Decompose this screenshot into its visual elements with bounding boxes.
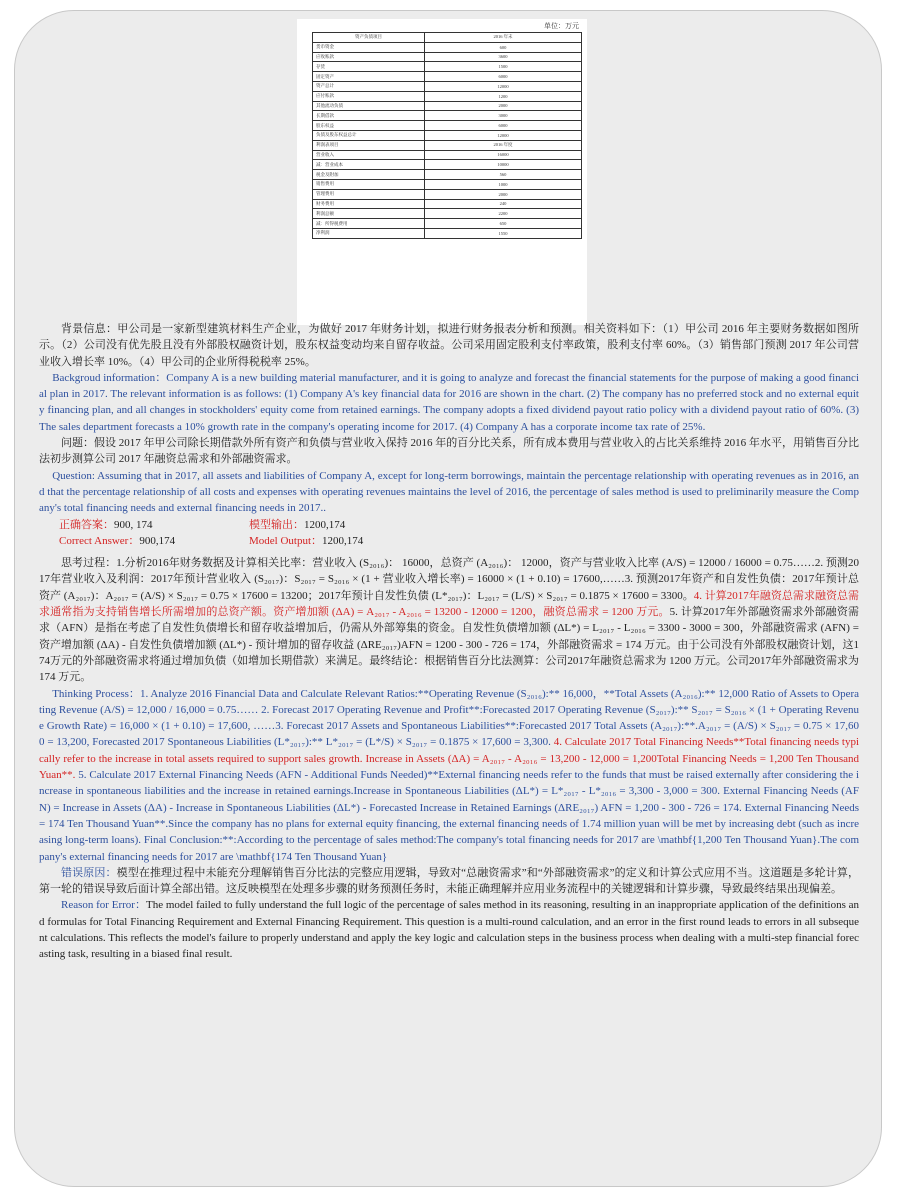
correct-answer-value-en: 900,174 [139, 534, 176, 547]
table-cell-value: 2016 年度 [425, 140, 582, 150]
table-row [313, 160, 582, 170]
table-cell-value: 6000 [425, 72, 582, 82]
table-cell-value: 600 [425, 42, 582, 52]
table-cell-item: 营业收入 [313, 150, 425, 160]
table-row [313, 179, 582, 189]
table-cell-item: 财务费用 [313, 199, 425, 209]
table-body [313, 42, 582, 238]
table-row [313, 219, 582, 229]
table-cell-value: 6000 [425, 121, 582, 131]
table-cell-value: 650 [425, 219, 582, 229]
table-row [313, 42, 582, 52]
table-cell-item: 货币资金 [313, 42, 425, 52]
table-cell-value: 1500 [425, 62, 582, 72]
table-row [313, 189, 582, 199]
table-cell-value: 3000 [425, 111, 582, 121]
table-cell-item: 固定资产 [313, 72, 425, 82]
model-output-label-en: Model Output： [249, 534, 323, 547]
answers-block [39, 517, 859, 550]
table-cell-value: 2200 [425, 209, 582, 219]
background-zh: 背景信息：甲公司是一家新型建筑材料生产企业，为做好 2017 年财务计划，拟进行财务报表分析和预测。相关资料如下：（1）甲公司 2016 年主要财务数据如图所示。（2）公司没有优先股且没有外部股权融资计划，股东权益变动均来自留存收益。公司采用固定股利支付率政策，股利支付率 60%。（3）销售部门预测 2017 年公司营业收入增长率 10%。（4）甲公司的企业所得税税率 25%。 [39, 323, 859, 368]
table-cell-item: 应收账款 [313, 52, 425, 62]
thinking-en-part2-highlight: 4. Calculate 2017 Total Financing Needs**Total financing needs typically refer to the increase in total assets required to support sales growth. Increase in Assets (ΔA) = A₂₀₁₇ - A₂₀₁₆ = 13,200 - 12,000 = 1,200Total Financing Needs = 1,200 Ten Thousand Yuan**. [39, 736, 859, 782]
table-cell-item: 存货 [313, 62, 425, 72]
error-reason-text-zh: 模型在推理过程中未能充分理解销售百分比法的完整应用逻辑，导致对“总融资需求”和“外部融资需求”的定义和计算公式应用不当。这道题是多轮计算，第一轮的错误导致后面计算全部出错。这反映模型在处理多步骤的财务预测任务时，未能正确理解并应用业务流程中的关键逻辑和计算步骤，导致最终结果出现偏差。 [39, 866, 860, 896]
model-output-value-zh: 1200,174 [304, 518, 346, 531]
table-cell-value: 560 [425, 170, 582, 180]
table-cell-item: 减：营业成本 [313, 160, 425, 170]
table-cell-item: 股东权益 [313, 121, 425, 131]
table-row [313, 62, 582, 72]
table-cell-item: 税金及附加 [313, 170, 425, 180]
table-row [313, 121, 582, 131]
table-cell-item: 负债及股东权益总计 [313, 130, 425, 140]
table-cell-value: 1550 [425, 228, 582, 238]
answer-row-zh [39, 517, 859, 533]
table-cell-item: 长期借款 [313, 111, 425, 121]
table-cell-value: 2000 [425, 189, 582, 199]
table-cell-item: 应付账款 [313, 91, 425, 101]
error-reason-label-zh: 错误原因： [61, 866, 117, 879]
model-output-value-en: 1200,174 [322, 534, 364, 547]
table-row [313, 72, 582, 82]
thinking-zh-part3: 5. 计算2017年外部融资需求外部融资需求（AFN）是指在考虑了自发性负债增长和留存收益增加后，仍需从外部筹集的资金。自发性负债增加额 (ΔL*) = L₂₀₁₇ - L₂₀₁₆ = 3300 - 3000 = 300，外部融资需求 (AFN) = 资产增加额 (ΔA) - 自发性负债增加额 (ΔL*) - 预计增加的留存收益 (ΔRE₂₀₁₇)AFN = 1200 - 300 - 726 = 174，外部融资需求 = 174 万元。由于公司没有外部股权融资计划，这174万元的外部融资需求将通过增加负债（如增加长期借款）来满足。最终结论：根据销售百分比法测算：公司2017年融资总需求为 1200 万元。公司2017年外部融资需求为 174 万元。 [39, 606, 859, 684]
table-cell-item: 净利润 [313, 228, 425, 238]
table-row [313, 52, 582, 62]
table-header-item: 资产负债项目 [313, 33, 425, 43]
table-cell-value: 1200 [425, 91, 582, 101]
table-cell-item: 资产总计 [313, 81, 425, 91]
table-cell-item: 管理费用 [313, 189, 425, 199]
table-row [313, 199, 582, 209]
document-card [14, 10, 882, 1187]
table-row [313, 130, 582, 140]
table-cell-item: 利润总额 [313, 209, 425, 219]
table-cell-value: 3600 [425, 52, 582, 62]
thinking-process-zh [39, 555, 859, 685]
table-cell-value: 16000 [425, 150, 582, 160]
table-header-year: 2016 年末 [425, 33, 582, 43]
error-reason-text-en: The model failed to fully understand the full logic of the percentage of sales method in its reasoning, resulting in an inappropriate application of the definitions and formulas for Total Financing Requirement and External Financing Requirement. This question is a multi-round calculation, and an error in the first round leads to errors in all subsequent calculations. This reflects the model's failure to properly understand and apply the key logic and calculation steps in the business process when dealing with a multi-step financial forecasting task, resulting in a biased final result. [39, 899, 859, 961]
table-row [313, 81, 582, 91]
error-reason-zh [39, 865, 859, 898]
thinking-process-en [39, 686, 859, 865]
table-row [313, 140, 582, 150]
table-cell-value: 12000 [425, 130, 582, 140]
correct-answer-label-en: Correct Answer： [59, 534, 140, 547]
table-cell-item: 减：所得税费用 [313, 219, 425, 229]
answer-row-en [39, 533, 859, 549]
document-text [39, 321, 859, 963]
model-output-label-zh: 模型输出： [249, 518, 304, 531]
table-cell-item: 利润表项目 [313, 140, 425, 150]
table-cell-item: 其他流动负债 [313, 101, 425, 111]
financial-data-table [312, 32, 582, 239]
table-row [313, 170, 582, 180]
table-row [313, 150, 582, 160]
financial-data-table-image [297, 19, 587, 325]
table-cell-value: 2000 [425, 101, 582, 111]
table-cell-value: 12000 [425, 81, 582, 91]
thinking-zh-part1: 思考过程：1.分析2016年财务数据及计算相关比率：营业收入 (S₂₀₁₆)： 16000，总资产 (A₂₀₁₆)： 12000，资产与营业收入比率 (A/S) = 12000 / 16000 = 0.75……2. 预测2017年营业收入及利润：2017年预计营业收入 (S₂₀₁₇)：S₂₀₁₇ = S₂₀₁₆ × (1 + 营业收入增长率) = 16000 × (1 + 0.10) = 17600,……3. 预测2017年资产和自发性负债：2017年预计总资产 (A₂₀₁₇)：A₂₀₁₇ = (A/S) × S₂₀₁₇ = 0.75 × 17600 = 13200；2017年预计自发性负债 (L*₂₀₁₇)：L₂₀₁₇ = (L/S) × S₂₀₁₇ = 0.1875 × 17600 = 3300。 [39, 557, 859, 602]
thinking-en-part3: 5. Calculate 2017 External Financing Needs (AFN - Additional Funds Needed)**External financing needs refer to the funds that must be raised externally after considering the increase in spontaneous liabilities and the increase in retained earnings.Increase in Spontaneous Liabilities (ΔL*) = L*₂₀₁₇ - L*₂₀₁₆ = 3,300 - 3,000 = 300. External Financing Needs (AFN) = Increase in Assets (ΔA) - Increase in Spontaneous Liabilities (ΔL*) - Forecasted Increase in Retained Earnings (ΔRE₂₀₁₇) AFN = 1,200 - 300 - 726 = 174. External Financing Needs = 174 Ten Thousand Yuan**.Since the company has no plans for external equity financing, the external financing needs of 1.74 million yuan will be met by increasing debt (such as increasing long-term loans). Final Conclusion:**:According to the percentage of sales method:The company's total financing needs for 2017 are \mathbf{1,200 Ten Thousand Yuan}.The company's external financing needs for 2017 are \mathbf{174 Ten Thousand Yuan} [39, 769, 860, 863]
table-row [313, 228, 582, 238]
table-row [313, 209, 582, 219]
correct-answer-label-zh: 正确答案： [59, 518, 114, 531]
correct-answer-value-zh: 900, 174 [114, 518, 153, 531]
table-cell-value: 10000 [425, 160, 582, 170]
table-row [313, 111, 582, 121]
error-reason-label-en: Reason for Error： [61, 899, 146, 912]
table-cell-value: 1000 [425, 179, 582, 189]
thinking-en-part1: Thinking Process：1. Analyze 2016 Financial Data and Calculate Relevant Ratios:**Operating Revenue (S₂₀₁₆):** 16,000，**Total Assets (A₂₀₁₆):** 12,000 Ratio of Assets to Operating Revenue (A/S) = 12,000 / 16,000 = 0.75…… 2. Forecast 2017 Operating Revenue and Profit**:Forecasted 2017 Operating Revenue (S₂₀₁₇):** S₂₀₁₇ = S₂₀₁₆ × (1 + Operating Revenue Growth Rate) = 16,000 × (1 + 0.10) = 17,600, ……3. Forecast 2017 Assets and Spontaneous Liabilities**:Forecasted 2017 Total Assets (A₂₀₁₇):**.A₂₀₁₇ = (A/S) × S₂₀₁₇ = 0.75 × 17,600 = 13,200, Forecasted 2017 Spontaneous Liabilities (L*₂₀₁₇):** L*₂₀₁₇ = (L*/S) × S₂₀₁₇ = 0.1875 × 17,600 = 3,300. [39, 687, 859, 749]
thinking-zh-part2-highlight: 4. 计算2017年融资总需求融资总需求通常指为支持销售增长所需增加的总资产额。资产增加额 (ΔA) = A₂₀₁₇ - A₂₀₁₆ = 13200 - 12000 = 1200，融资总需求 = 1200 万元。 [39, 589, 860, 619]
table-cell-value: 240 [425, 199, 582, 209]
table-row [313, 91, 582, 101]
table-unit-label: 单位：万元 [544, 22, 579, 30]
question-en: Question: Assuming that in 2017, all assets and liabilities of Company A, except for long-term borrowings, maintain the percentage relationship with operating revenues as in 2016, and that the percentage relationship of all costs and expenses with operating revenues maintains the level of 2016, the percentage of sales method is used to preliminarily measure the Company's total financing needs and external financing needs in 2017.. [39, 469, 859, 515]
question-zh: 问题：假设 2017 年甲公司除长期借款外所有资产和负债与营业收入保持 2016 年的百分比关系，所有成本费用与营业收入的占比关系维持 2016 年水平，用销售百分比法初步测算公司 2017 年融资总需求和外部融资需求。 [39, 437, 859, 466]
background-en: Backgroud information：Company A is a new building material manufacturer, and it is going to analyze and forecast the financial statements for the purpose of making a good financial plan in 2017. The relevant information is as follows: (1) Company A's key financial data for 2016 are shown in the chart. (2) The company has no preferred stock and no external equity financing plan, and all changes in stockholders' equity come from retained earnings. The company adopts a fixed dividend payout ratio policy with a dividend payout ratio of 60%. (3) The sales department forecasts a 10% growth rate in the company's operating income for 2017. (4) Company A has a corporate income tax rate of 25%. [39, 371, 859, 433]
error-reason-en [39, 897, 859, 962]
table-row [313, 101, 582, 111]
table-cell-item: 销售费用 [313, 179, 425, 189]
